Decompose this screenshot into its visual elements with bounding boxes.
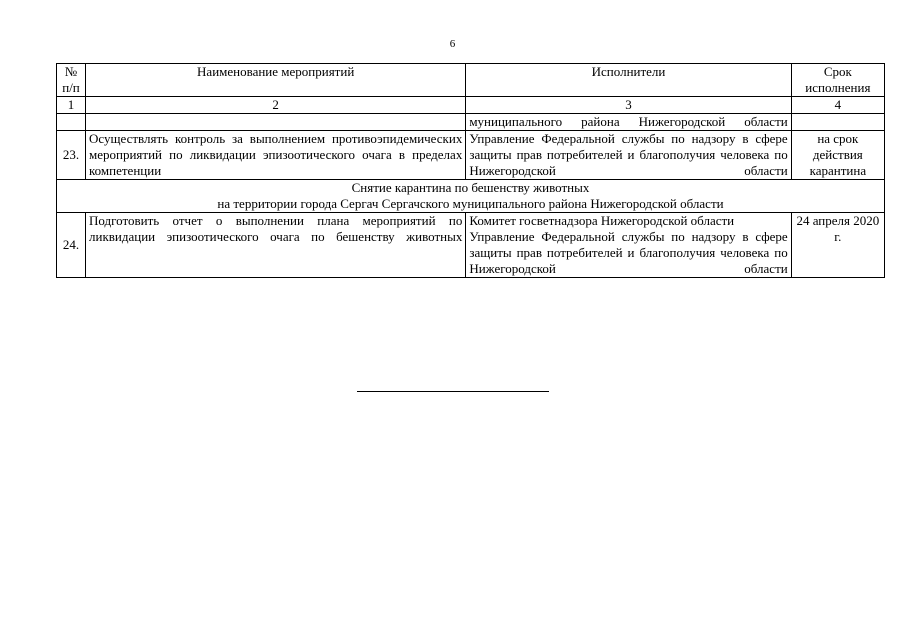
header-executors: Исполнители xyxy=(466,64,791,97)
column-number-row xyxy=(57,97,885,114)
row-num: 23. xyxy=(57,131,86,180)
column-number: 4 xyxy=(791,97,884,114)
end-divider-line xyxy=(357,391,549,392)
section-title xyxy=(57,180,885,213)
executor-2: Управление Федеральной службы по надзору в сфере защиты прав потребителей и благополучия человека по Нижегородской области xyxy=(469,229,788,276)
header-deadline: Срок исполнения xyxy=(791,64,884,97)
table-row xyxy=(57,131,885,180)
table-row xyxy=(57,213,885,278)
table-row xyxy=(57,114,885,131)
row-executors: муниципального района Нижегородской области xyxy=(466,114,791,131)
column-number: 2 xyxy=(86,97,466,114)
column-number: 1 xyxy=(57,97,86,114)
row-name: Подготовить отчет о выполнении плана мероприятий по ликвидации эпизоотического очага по бешенству животных xyxy=(86,213,466,278)
row-deadline: 24 апреля 2020 г. xyxy=(791,213,884,278)
column-number: 3 xyxy=(466,97,791,114)
plan-table xyxy=(56,63,885,278)
section-title-line-1: Снятие карантина по бешенству животных xyxy=(351,180,590,195)
row-deadline xyxy=(791,114,884,131)
section-row xyxy=(57,180,885,213)
row-executors xyxy=(466,213,791,278)
row-num: 24. xyxy=(57,213,86,278)
page-number: 6 xyxy=(449,38,456,50)
executor-1: Комитет госветнадзора Нижегородской области xyxy=(469,213,735,228)
row-executors: Управление Федеральной службы по надзору в сфере защиты прав потребителей и благополучия человека по Нижегородской области xyxy=(466,131,791,180)
table-header-row xyxy=(57,64,885,97)
section-title-line-2: на территории города Сергач Сергачского муниципального района Нижегородской области xyxy=(217,196,724,211)
header-name: Наименование мероприятий xyxy=(86,64,466,97)
header-num: № п/п xyxy=(57,64,86,97)
row-deadline: на срок действия карантина xyxy=(791,131,884,180)
row-num xyxy=(57,114,86,131)
row-name xyxy=(86,114,466,131)
row-name: Осуществлять контроль за выполнением противоэпидемических мероприятий по ликвидации эпизоотического очага в пределах компетенции xyxy=(86,131,466,180)
